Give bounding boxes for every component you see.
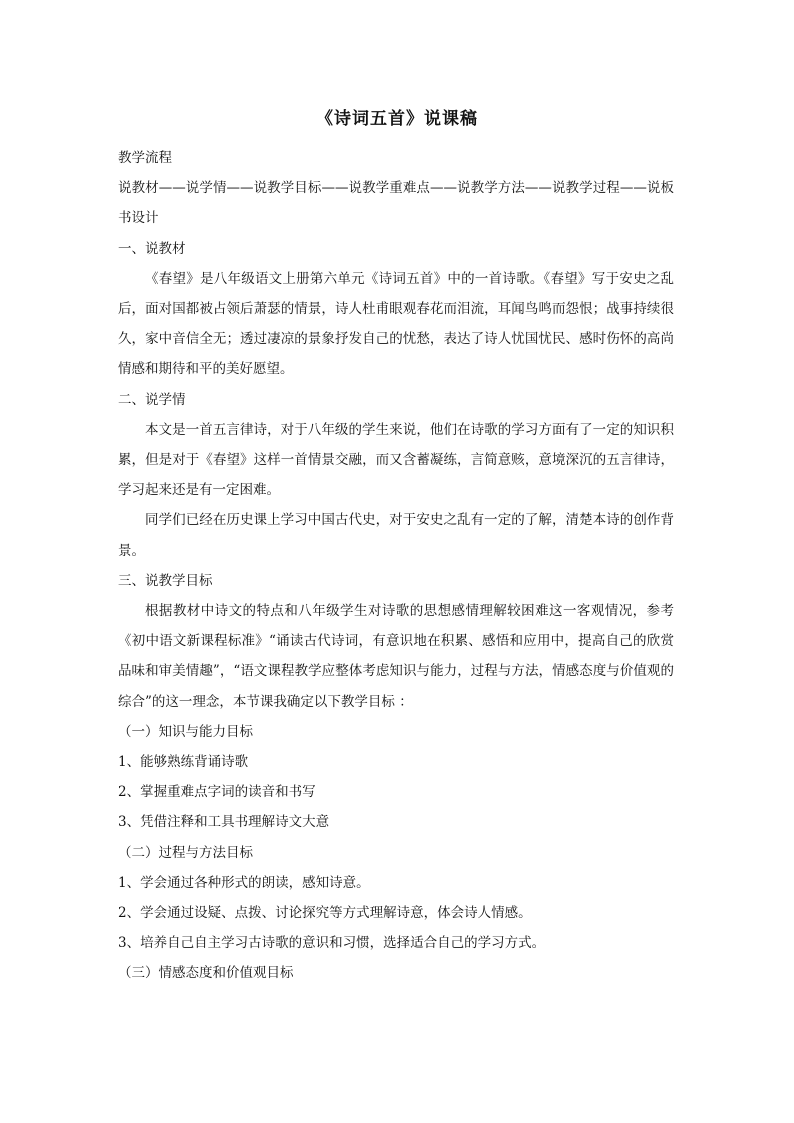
list-item: 2、掌握重难点字词的读音和书写	[118, 784, 316, 801]
section1-heading: 一、说教材	[118, 240, 186, 257]
flow-heading: 教学流程	[118, 150, 172, 166]
list-item: 3、凭借注释和工具书理解诗文大意	[118, 814, 330, 831]
document-title: 《诗词五首》说课稿	[316, 109, 478, 129]
section2-paragraph-2: 同学们已经在历史课上学习中国古代史，对于安史之乱有一定的了解，清楚本诗的创作背景。	[118, 512, 674, 559]
list-item: 1、学会通过各种形式的朗读，感知诗意。	[118, 874, 370, 891]
section3-heading: 三、说教学目标	[118, 572, 213, 589]
goal1-heading: （一）知识与能力目标	[118, 723, 253, 740]
list-item: 3、培养自己自主学习古诗歌的意识和习惯，选择适合自己的学习方式。	[118, 935, 546, 952]
flow-text: 说教材——说学情——说教学目标——说教学重难点——说教学方法——说教学过程——说板书设计	[118, 180, 674, 227]
list-item: 2、学会通过设疑、点拨、讨论探究等方式理解诗意，体会诗人情感。	[118, 905, 532, 922]
section2-paragraph-1: 本文是一首五言律诗，对于八年级的学生来说，他们在诗歌的学习方面有了一定的知识积累，但是对于《春望》这样一首情景交融，而又含蓄凝练，言简意赅，意境深沉的五言律诗，学习起来还是有一定困难。	[118, 421, 674, 499]
list-item: 1、能够熟练背诵诗歌	[118, 754, 249, 771]
goal3-heading: （三）情感态度和价值观目标	[118, 965, 294, 982]
document-body	[118, 143, 674, 989]
goal2-heading: （二）过程与方法目标	[118, 844, 253, 861]
section2-heading: 二、说学情	[118, 391, 186, 408]
section3-paragraph: 根据教材中诗文的特点和八年级学生对诗歌的思想感情理解较困难这一客观情况，参考《初中语文新课程标准》“诵读古代诗词，有意识地在积累、感悟和应用中，提高自己的欣赏品味和审美情趣”，“语文课程教学应整体考虑知识与能力，过程与方法，情感态度与价值观的综合”的这一理念，本节课我确定以下教学目标 ：	[118, 603, 674, 710]
section1-paragraph: 《春望》是八年级语文上册第六单元《诗词五首》中的一首诗歌。《春望》写于安史之乱后，面对国都被占领后萧瑟的情景，诗人杜甫眼观春花而泪流，耳闻鸟鸣而怨恨；战事持续很久，家中音信全无；透过凄凉的景象抒发自己的忧愁，表达了诗人忧国忧民、感时伤怀的高尚情感和期待和平的美好愿望。	[118, 270, 674, 378]
